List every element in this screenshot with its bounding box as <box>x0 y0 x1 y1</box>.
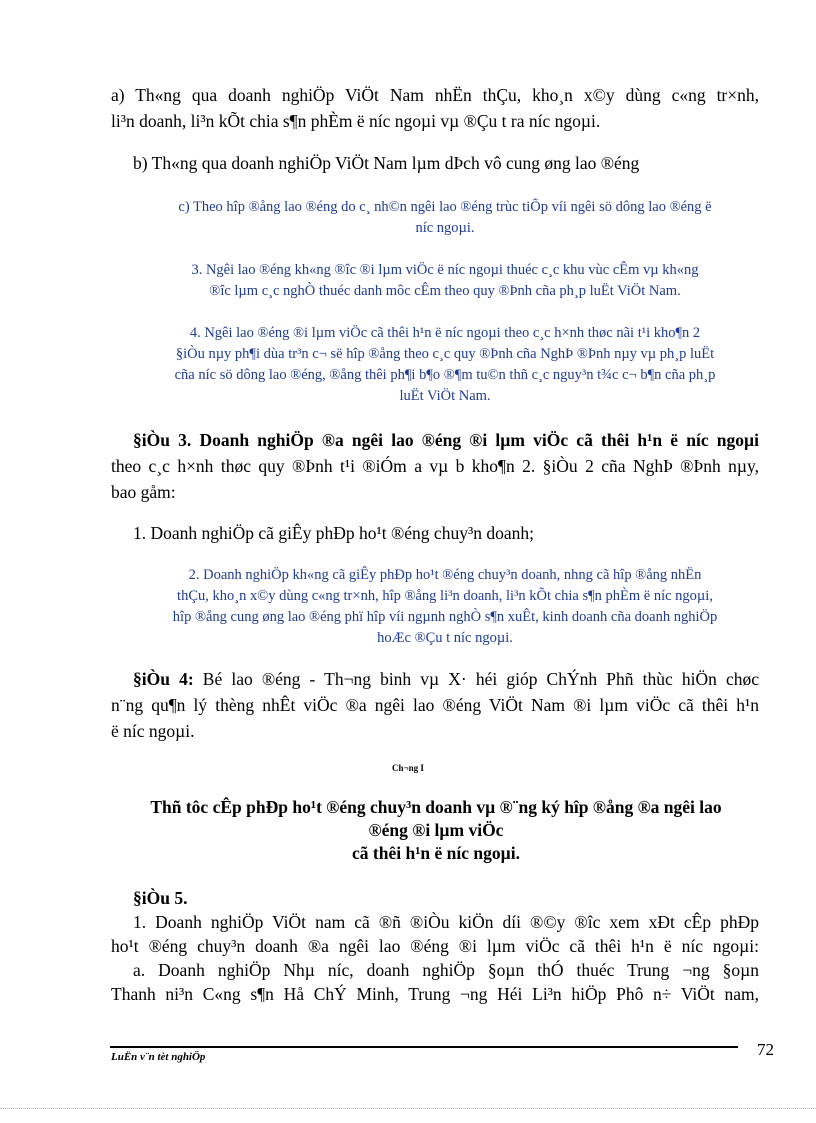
article-4-line1 <box>133 666 759 692</box>
para-a-line1: a) Th«ng qua doanh nghiÖp ViÖt Nam nhËn thÇu, kho¸n x©y dùng c«ng tr×nh, <box>111 85 759 105</box>
article-4-line2: n¨ng qu¶n lý thèng nhÊt viÖc ®a ngêi lao ®éng ViÖt Nam ®i lµm viÖc cã thêi h¹n <box>111 695 759 715</box>
article-5-line1: 1. Doanh nghiÖp ViÖt nam cã ®ñ ®iÒu kiÖn díi ®©y ®îc xem xÐt cÊp phÐp <box>133 912 759 932</box>
article-3-line3: bao gåm: <box>111 482 176 502</box>
para-c-line2: níc ngoµi. <box>415 220 475 236</box>
list-item-2-line2: thÇu, kho¸n x©y dùng c«ng tr×nh, hîp ®ång li³n doanh, li³n kÕt chia s¶n phÈm ë níc ngoµi, <box>177 588 713 604</box>
list-item-2-line4: hoÆc ®Çu t níc ngoµi. <box>377 630 513 646</box>
article-3-line1 <box>133 427 759 453</box>
chapter-heading: Ch¬ng I <box>392 763 424 773</box>
para-4-line2: §iÒu nµy ph¶i dùa tr³n c¬ së hîp ®ång theo c¸c quy ®Þnh cña NghÞ ®Þnh nµy vµ ph¸p luËt <box>175 346 715 362</box>
page-bottom-dotted-line <box>0 1108 816 1109</box>
article-3-line2: theo c¸c h×nh thøc quy ®Þnh t¹i ®iÓm a vµ b kho¶n 2. §iÒu 2 cña NghÞ ®Þnh nµy, <box>111 456 759 476</box>
para-4-line3: cña níc sö dông lao ®éng, ®ång thêi ph¶i b¶o ®¶m tu©n thñ c¸c nguy³n t¾c c¬ b¶n cña ph¸p <box>174 367 716 383</box>
para-3-line1: 3. Ngêi lao ®éng kh«ng ®îc ®i lµm viÖc ë níc ngoµi thuéc c¸c khu vùc cÊm vµ kh«ng <box>191 262 699 278</box>
para-b: b) Th«ng qua doanh nghiÖp ViÖt Nam lµm dÞch vô cung øng lao ®éng <box>133 153 640 173</box>
article-5-line2: ho¹t ®éng chuy³n doanh ®a ngêi lao ®éng ®i lµm viÖc cã thêi h¹n ë níc ngoµi: <box>111 936 759 956</box>
chapter-title-line3: cã thêi h¹n ë níc ngoµi. <box>352 843 520 863</box>
article-3-label: §iÒu 3. <box>133 430 192 450</box>
article-4-text: Bé lao ®éng - Th¬ng binh vµ X· héi gióp ChÝnh Phñ thùc hiÖn chøc <box>193 669 759 689</box>
footer-divider <box>110 1046 738 1048</box>
chapter-title-line1: Thñ tôc cÊp phÐp ho¹t ®éng chuy³n doanh vµ ®¨ng ký hîp ®ång ®a ngêi lao <box>150 797 722 817</box>
para-c-line1: c) Theo hîp ®ång lao ®éng do c¸ nh©n ngêi lao ®éng trùc tiÕp víi ngêi sö dông lao ®éng ë <box>178 199 712 215</box>
para-4-line1: 4. Ngêi lao ®éng ®i lµm viÖc cã thêi h¹n ë níc ngoµi theo c¸c h×nh thøc nãi t¹i kho¶n 2 <box>189 325 701 341</box>
list-item-1: 1. Doanh nghiÖp cã giÊy phÐp ho¹t ®éng chuy³n doanh; <box>133 523 534 543</box>
para-a-line2: li³n doanh, li³n kÕt chia s¶n phÈm ë níc ngoµi vµ ®Çu t ra níc ngoµi. <box>111 111 601 131</box>
chapter-title <box>110 796 762 865</box>
chapter-title-line2: ®éng ®i lµm viÖc <box>368 820 504 840</box>
article-4-line3: ë níc ngoµi. <box>111 721 195 741</box>
page-number: 72 <box>757 1040 774 1059</box>
article-4-label: §iÒu 4: <box>133 669 194 689</box>
article-5-label: §iÒu 5. <box>133 888 188 908</box>
article-5-line4: Thanh ni³n C«ng s¶n Hå ChÝ Minh, Trung ¬ng Héi Li³n hiÖp Phô n÷ ViÖt nam, <box>111 984 759 1004</box>
para-4-line4: luËt ViÖt Nam. <box>399 388 491 404</box>
list-item-2-line3: hîp ®ång cung øng lao ®éng phï hîp víi ngµnh nghÒ s¶n xuÊt, kinh doanh cña doanh nghiÖp <box>172 609 718 625</box>
list-item-2-line1: 2. Doanh nghiÖp kh«ng cã giÊy phÐp ho¹t ®éng chuy³n doanh, nhng cã hîp ®ång nhËn <box>188 567 702 583</box>
article-5-line3: a. Doanh nghiÖp Nhµ níc, doanh nghiÖp §oµn thÓ thuéc Trung ¬ng §oµn <box>133 960 759 980</box>
footer-label: LuËn v¨n tèt nghiÖp <box>111 1051 206 1063</box>
article-3-text: Doanh nghiÖp ®a ngêi lao ®éng ®i lµm viÖc cã thêi h¹n ë níc ngoµi <box>191 430 759 450</box>
para-3-line2: ®îc lµm c¸c nghÒ thuéc danh môc cÊm theo quy ®Þnh cña ph¸p luËt ViÖt Nam. <box>209 283 681 299</box>
